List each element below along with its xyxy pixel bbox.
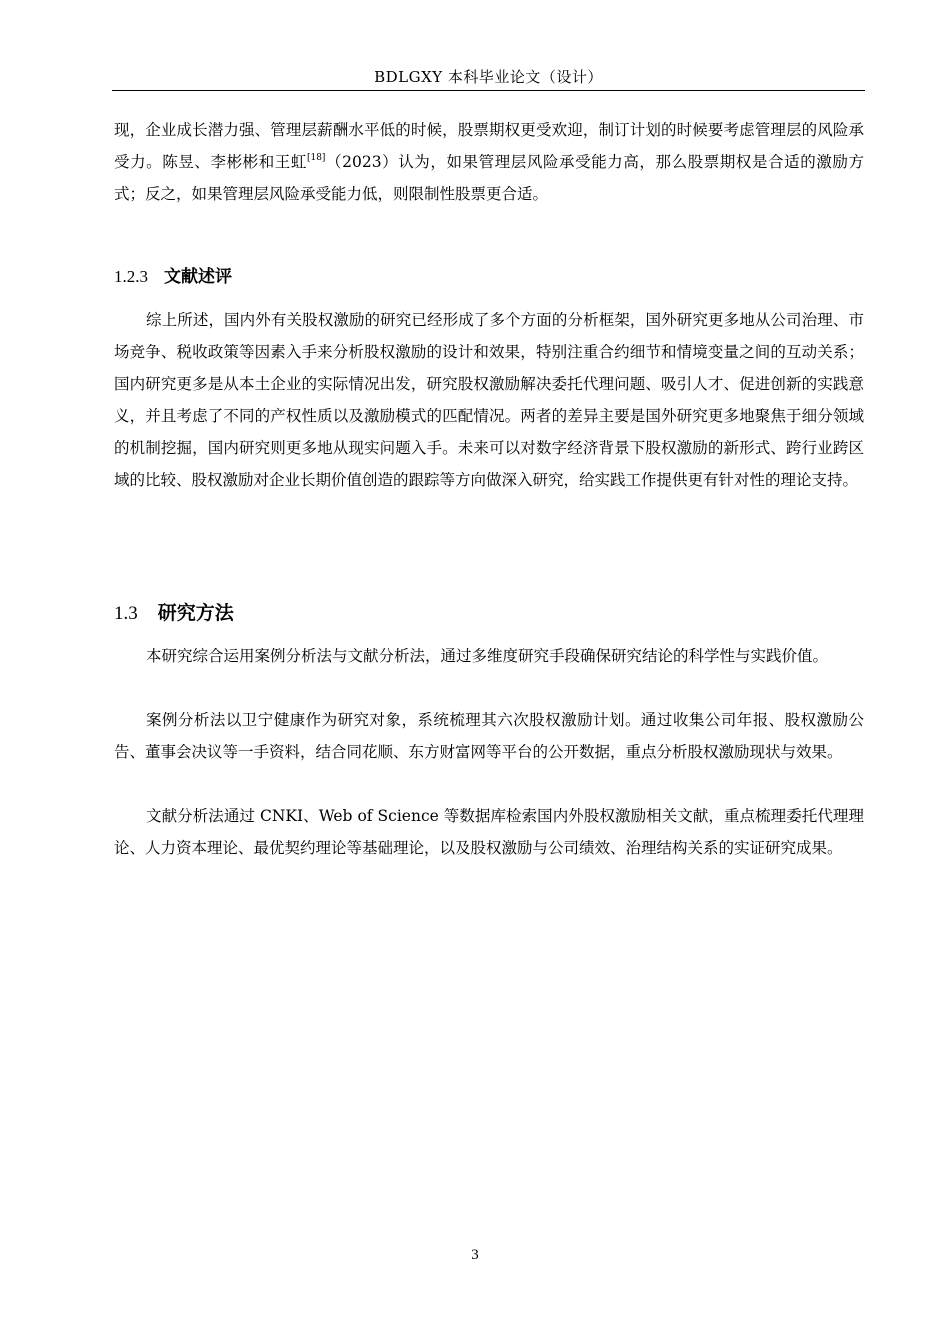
page-number: 3: [471, 1247, 479, 1263]
method-paragraph-intro: 本研究综合运用案例分析法与文献分析法，通过多维度研究手段确保研究结论的科学性与实践价值。: [146, 647, 829, 665]
method-paragraph-literature: 文献分析法通过 CNKI、Web of Science 等数据库检索国内外股权激励相关文献，重点梳理委托代理理论、人力资本理论、最优契约理论等基础理论，以及股权激励与公司绩效、治理结构关系的实证研究成果。: [114, 807, 864, 857]
running-header: BDLGXY 本科毕业论文（设计）: [374, 68, 603, 86]
header-divider: [112, 90, 865, 91]
section-number: 1.2.3: [114, 267, 148, 286]
section-title: 文献述评: [164, 267, 232, 287]
continued-paragraph: [114, 114, 864, 210]
section-title: 研究方法: [157, 602, 234, 624]
section-heading-1-2-3: [114, 265, 232, 289]
paragraph-text: （2023）认为，如果管理层风险承受能力高，那么股票期权是合适的激励方式；反之，如果管理层风险承受能力低，则限制性股票更合适。: [114, 153, 864, 203]
section-number: 1.3: [114, 603, 138, 624]
paragraph-text: 现，企业成长潜力强、管理层薪酬水平低的时候，股票期权更受欢迎，制订计划的时候要考虑管理层的风险承受力。陈昱、李彬彬和王虹: [114, 121, 864, 171]
section-heading-1-3: [114, 600, 234, 627]
method-paragraph-case: 案例分析法以卫宁健康作为研究对象，系统梳理其六次股权激励计划。通过收集公司年报、股权激励公告、董事会决议等一手资料，结合同花顺、东方财富网等平台的公开数据，重点分析股权激励现状与效果。: [114, 711, 864, 761]
citation-marker: [18]: [306, 153, 326, 163]
literature-review-paragraph: 综上所述，国内外有关股权激励的研究已经形成了多个方面的分析框架，国外研究更多地从公司治理、市场竞争、税收政策等因素入手来分析股权激励的设计和效果，特别注重合约细节和情境变量之间的互动关系；国内研究更多是从本土企业的实际情况出发，研究股权激励解决委托代理问题、吸引人才、促进创新的实践意义，并且考虑了不同的产权性质以及激励模式的匹配情况。两者的差异主要是国外研究更多地聚焦于细分领域的机制挖掘，国内研究则更多地从现实问题入手。未来可以对数字经济背景下股权激励的新形式、跨行业跨区域的比较、股权激励对企业长期价值创造的跟踪等方向做深入研究，给实践工作提供更有针对性的理论支持。: [114, 311, 864, 489]
